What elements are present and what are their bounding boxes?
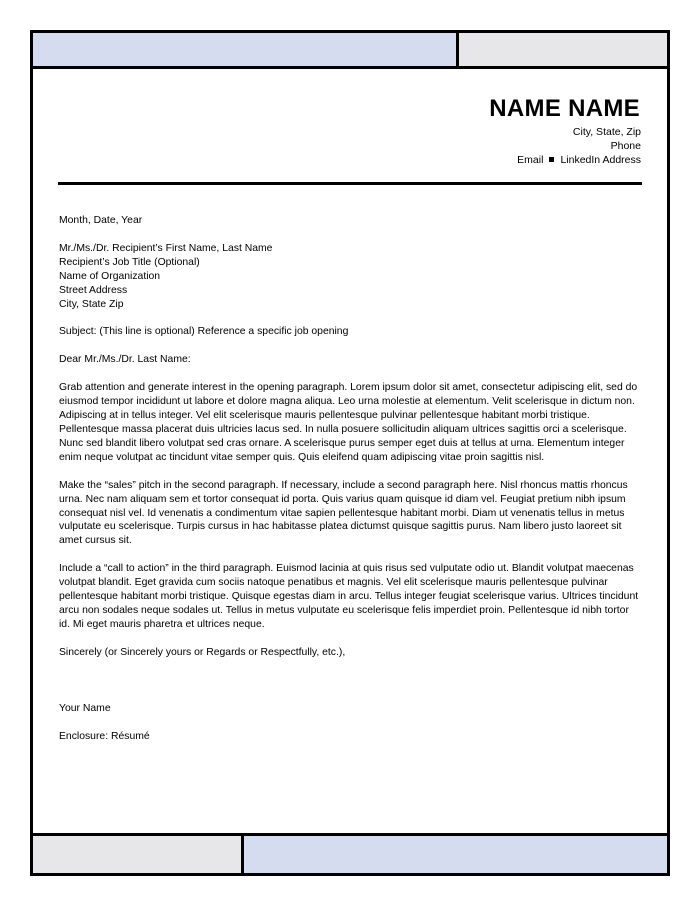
header-rule bbox=[58, 182, 642, 185]
phone: Phone bbox=[610, 140, 641, 152]
bottom-gray-bar bbox=[33, 836, 242, 873]
paragraph-opening: Grab attention and generate interest in the opening paragraph. Lorem ipsum dolor sit amet, consectetur adipiscing elit, sed do eiusmod tempor incididunt ut labore et dolore magna aliqua. Leo urna molestie at elementum. Velit scelerisque in dictum non. Adipiscing at in tellus integer. Vel elit scelerisque mauris pellentesque pulvinar pellentesque habitant morbi tristique. Pellentesque massa placerat duis ultricies lacus sed. In nulla posuere sollicitudin aliquam ultrices sagittis orci a scelerisque. Nunc sed blandit libero volutpat sed cras ornare. A scelerisque purus semper eget duis at tellus at urna. Elementum integer enim neque volutpat ac tincidunt vitae semper quis. Quis eleifend quam adipiscing vitae proin sagittis nisl. bbox=[59, 382, 638, 463]
bottom-blue-bar bbox=[244, 836, 667, 873]
recipient-address bbox=[59, 242, 639, 312]
applicant-name: NAME NAME bbox=[489, 95, 640, 122]
linkedin-address: LinkedIn Address bbox=[560, 154, 641, 166]
recipient-line: City, State Zip bbox=[59, 298, 124, 310]
letter-body bbox=[59, 214, 639, 757]
closing: Sincerely (or Sincerely yours or Regards or Respectfully, etc.), bbox=[59, 646, 346, 658]
city-state-zip: City, State, Zip bbox=[572, 126, 641, 138]
email-linkedin-line bbox=[517, 154, 641, 166]
paragraph-sales-pitch: Make the “sales” pitch in the second paragraph. If necessary, include a second paragraph here. Nisl rhoncus mattis rhoncus urna. Nec nam aliquam sem et tortor consequat id porta. Quis varius quam quisque id diam vel. Feugiat pretium nibh ipsum consequat nisl vel. Id venenatis a condimentum vitae sapien pellentesque habitant morbi. Diam ut venenatis tellus in metus vulputate eu scelerisque. Turpis cursus in hac habitasse platea dictumst quisque sagittis purus. Nam libero justo laoreet sit amet cursus sit. bbox=[59, 479, 628, 547]
salutation: Dear Mr./Ms./Dr. Last Name: bbox=[59, 354, 191, 366]
top-blue-bar bbox=[33, 33, 457, 67]
recipient-line: Recipient’s Job Title (Optional) bbox=[59, 256, 200, 268]
recipient-line: Mr./Ms./Dr. Recipient’s First Name, Last Name bbox=[59, 242, 273, 254]
letter-date: Month, Date, Year bbox=[59, 215, 143, 226]
signature-space bbox=[59, 674, 639, 702]
enclosure-line: Enclosure: Résumé bbox=[59, 730, 150, 742]
top-bar-rule bbox=[33, 66, 667, 69]
email: Email bbox=[517, 154, 544, 166]
top-bar-divider bbox=[456, 33, 459, 67]
subject-line: Subject: (This line is optional) Reference a specific job opening bbox=[59, 326, 349, 338]
square-bullet-icon bbox=[549, 157, 554, 162]
paragraph-call-to-action: Include a “call to action” in the third paragraph. Euismod lacinia at quis risus sed vulputate odio ut. Blandit volutpat maecenas volutpat blandit. Eget gravida cum sociis natoque penatibus et magnis. Vel elit scelerisque mauris pellentesque pulvinar pellentesque habitant morbi tristique. Quisque egestas diam in arcu. Tellus integer feugiat scelerisque varius. Ultrices tincidunt arcu non sodales neque sodales ut. Tellus in metus vulputate eu scelerisque felis imperdiet proin. Pellentesque id nibh tortor id. Mi eget mauris pharetra et ultrices neque. bbox=[59, 563, 639, 630]
signature-name: Your Name bbox=[59, 702, 111, 714]
recipient-line: Name of Organization bbox=[59, 270, 161, 282]
top-gray-bar bbox=[459, 33, 667, 67]
recipient-line: Street Address bbox=[59, 284, 128, 296]
